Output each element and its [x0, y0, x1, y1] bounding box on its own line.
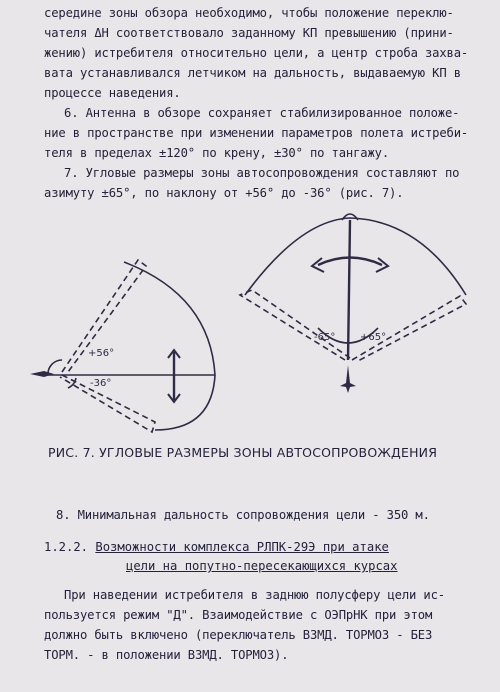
item6-line: ние в пространстве при изменении параметров полета истреби- [44, 126, 469, 140]
center-beam [348, 220, 350, 360]
final-paragraph-line: должно быть включено (переключатель ВЗМД. ТОРМОЗ - БЕЗ [44, 628, 433, 642]
item7-line: 7. Угловые размеры зоны автосопровождения составляют по [64, 166, 460, 180]
text-line: вата устанавливался летчиком на дальность, выдаваемую КП в [44, 66, 461, 80]
label-minus36: -36° [90, 378, 112, 389]
item6-line: 6. Антенна в обзоре сохраняет стабилизированное положе- [64, 106, 460, 120]
right-boundary-beam [352, 296, 466, 362]
figure-caption: РИС. 7. УГЛОВЫЕ РАЗМЕРЫ ЗОНЫ АВТОСОПРОВОЖДЕНИЯ [48, 445, 438, 460]
final-paragraph-line: пользуется режим "Д". Взаимодействие с ОЭПрНК при этом [44, 608, 433, 622]
label-plus65: +65° [360, 332, 387, 343]
aircraft-side-icon [30, 371, 54, 377]
text-line: жению) истребителя относительно цели, а центр строба захва- [44, 46, 469, 60]
text-line: середине зоны обзора необходимо, чтобы положение переклю- [44, 6, 454, 20]
item6-line: теля в пределах ±120° по крену, ±30° по тангажу. [44, 146, 389, 160]
azimuth-arc [245, 218, 466, 295]
section-number: 1.2.2. [44, 540, 89, 554]
final-paragraph-line: При наведении истребителя в заднюю полусферу цели ис- [64, 588, 445, 602]
elevation-arc [124, 262, 215, 430]
text-line: процессе наведения. [44, 86, 181, 100]
section-title-line1: Возможности комплекса РЛПК-29Э при атаке [95, 540, 389, 554]
figure-7-diagram [0, 200, 500, 440]
section-heading [44, 540, 389, 554]
label-minus65: -65° [314, 332, 336, 343]
aircraft-top-icon [340, 365, 356, 393]
plus56-arc [48, 360, 62, 374]
final-paragraph-line: ТОРМ. - в положении ВЗМД. ТОРМОЗ). [44, 648, 289, 662]
label-plus56: +56° [88, 348, 115, 359]
text-line: чателя ΔH соответствовало заданному КП превышению (прини- [44, 26, 454, 40]
item7-line: азимуту ±65°, по наклону от +56° до -36° (рис. 7). [44, 186, 404, 200]
left-boundary-beam [240, 290, 350, 360]
item8-line: 8. Минимальная дальность сопровождения цели - 350 м. [56, 508, 430, 522]
section-title-line2: цели на попутно-пересекающихся курсах [126, 559, 398, 573]
